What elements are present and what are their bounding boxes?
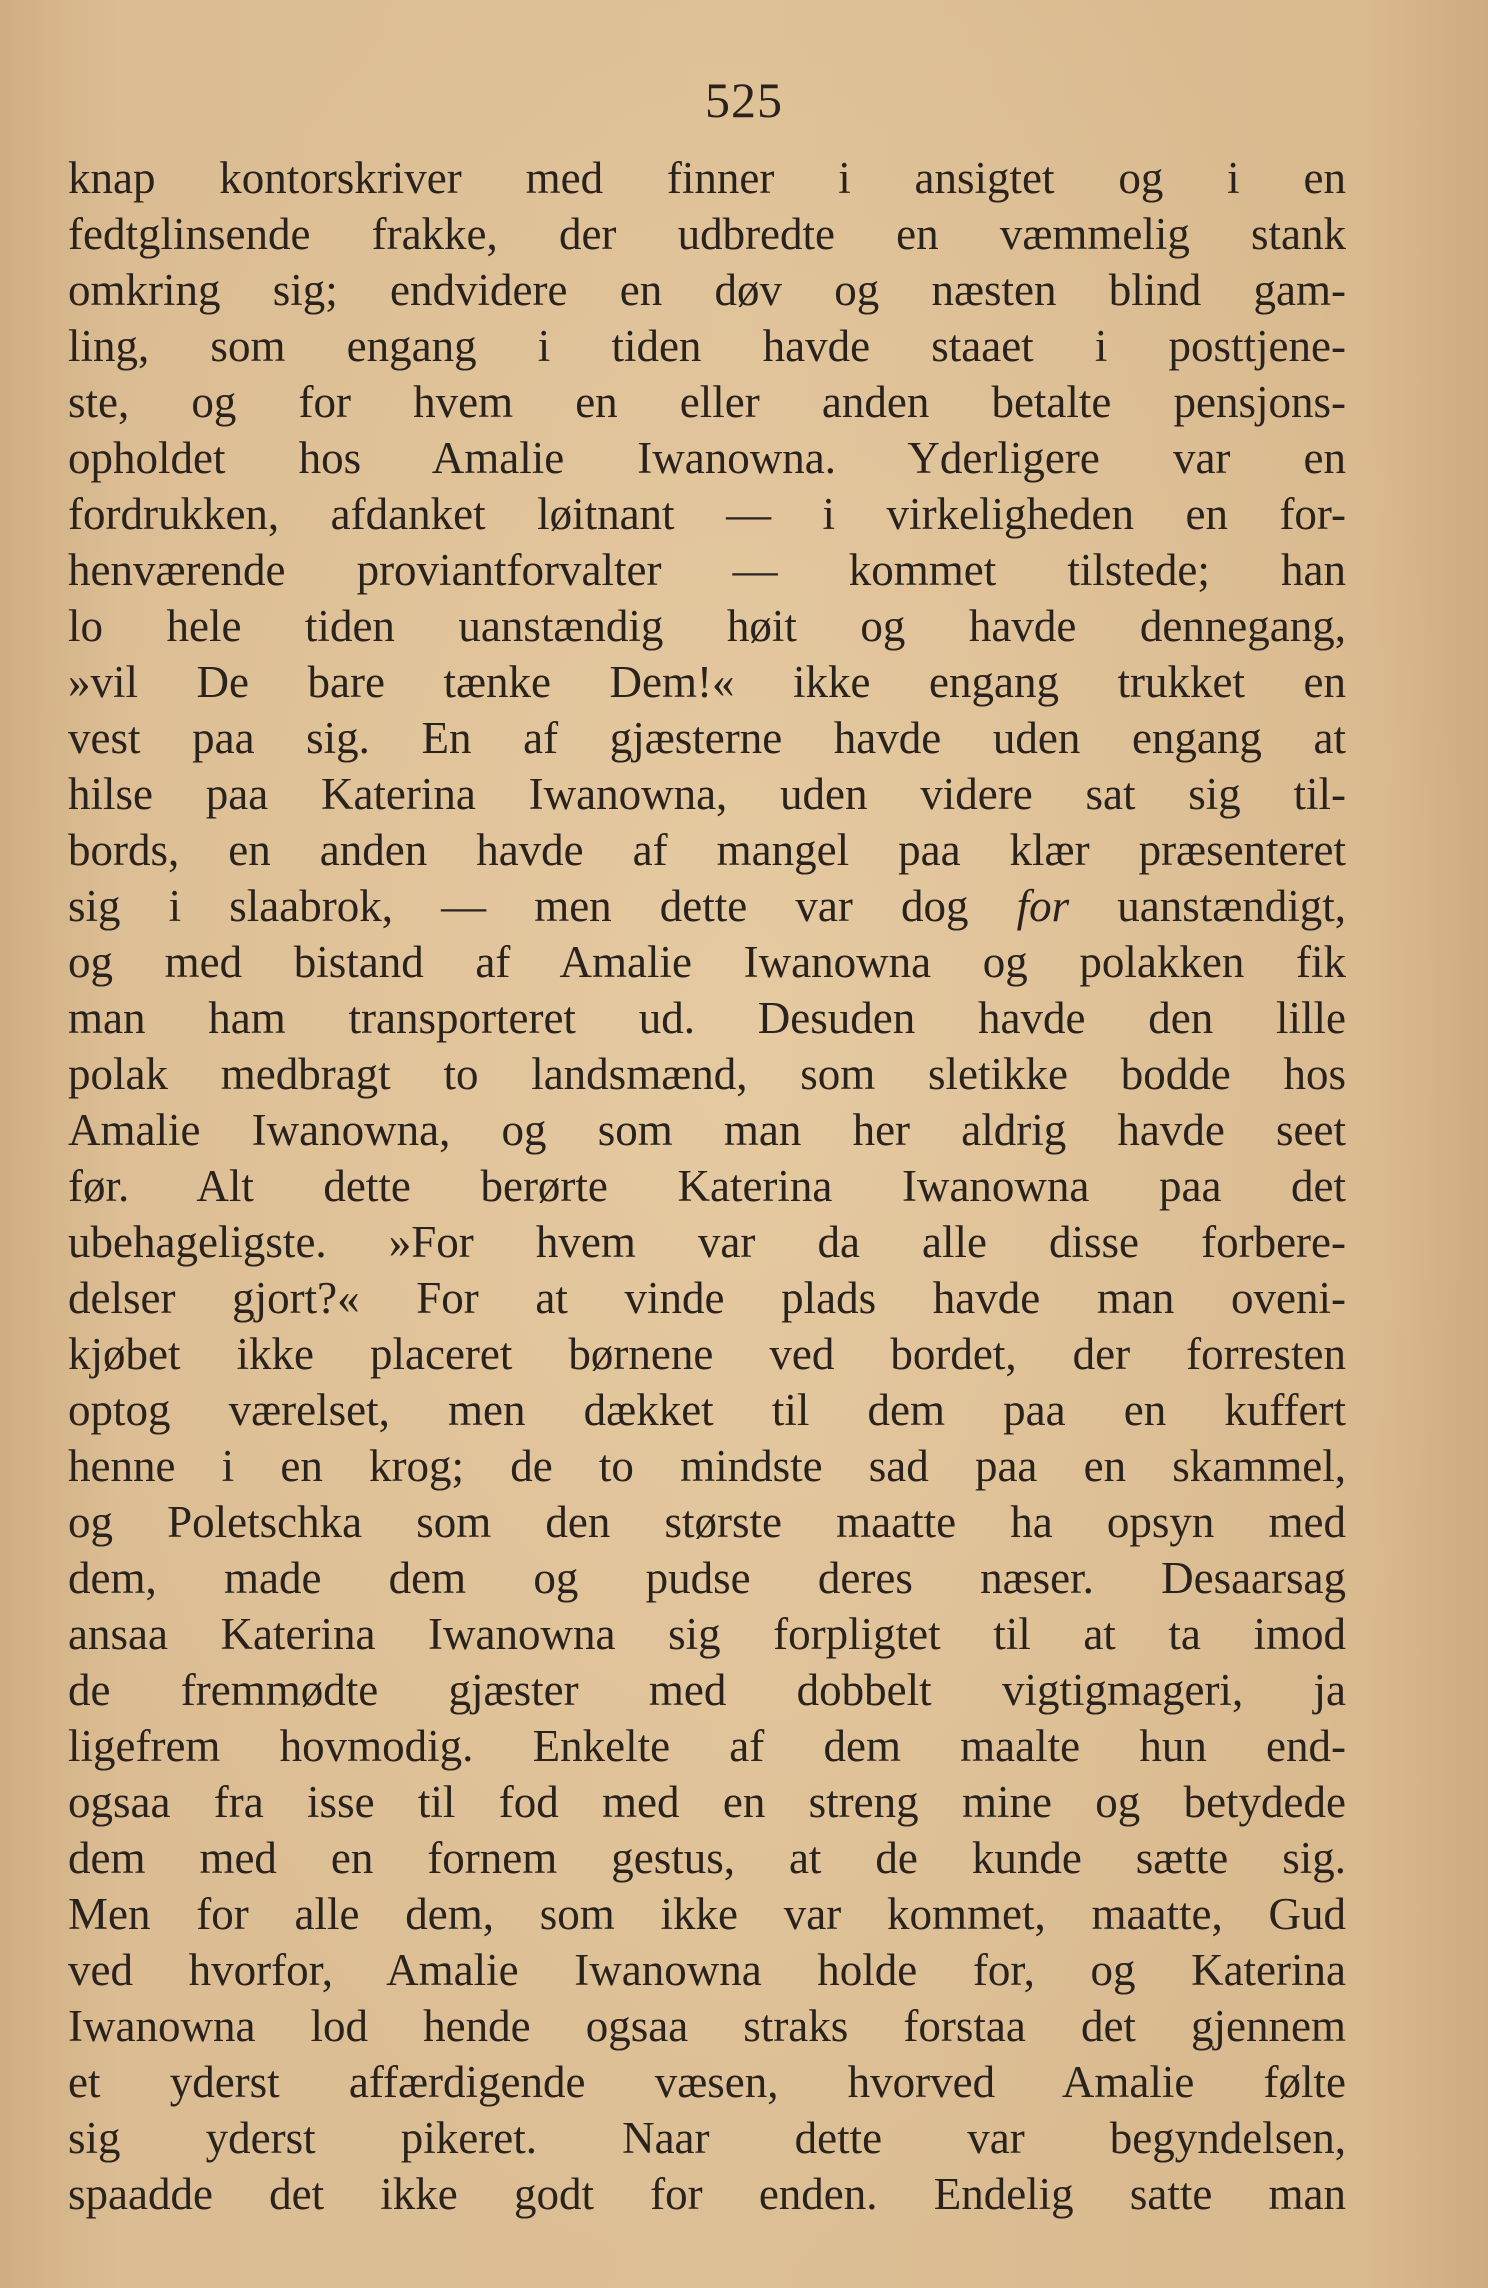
text-line: optog værelset, men dækket til dem paa en kuffert xyxy=(68,1385,1346,1435)
text-line: polak medbragt to landsmænd, som sletikke bodde hos xyxy=(68,1049,1346,1099)
text-line: og med bistand af Amalie Iwanowna og polakken fik xyxy=(68,937,1346,987)
text-line: fordrukken, afdanket løitnant — i virkeligheden en for- xyxy=(68,489,1346,539)
text-line: ansaa Katerina Iwanowna sig forpligtet til at ta imod xyxy=(68,1609,1346,1659)
body-text xyxy=(68,150,1346,2222)
text-line: delser gjort?« For at vinde plads havde man oveni- xyxy=(68,1273,1346,1323)
text-line: sig yderst pikeret. Naar dette var begyndelsen, xyxy=(68,2113,1346,2163)
text-line: ogsaa fra isse til fod med en streng mine og betydede xyxy=(68,1777,1346,1827)
text-line: dem, made dem og pudse deres næser. Desaarsag xyxy=(68,1553,1346,1603)
text-line: spaadde det ikke godt for enden. Endelig satte man xyxy=(68,2169,1346,2219)
text-line: henværende proviantforvalter — kommet tilstede; han xyxy=(68,545,1346,595)
text-line: henne i en krog; de to mindste sad paa en skammel, xyxy=(68,1441,1346,1491)
text-line: vest paa sig. En af gjæsterne havde uden engang at xyxy=(68,713,1346,763)
text-line: omkring sig; endvidere en døv og næsten blind gam- xyxy=(68,265,1346,315)
text-line: og Poletschka som den største maatte ha opsyn med xyxy=(68,1497,1346,1547)
italic-word: for xyxy=(1016,881,1070,931)
text-segment: uanstændigt, xyxy=(1069,881,1346,931)
text-line: bords, en anden havde af mangel paa klær præsenteret xyxy=(68,825,1346,875)
text-line: Amalie Iwanowna, og som man her aldrig havde seet xyxy=(68,1105,1346,1155)
text-line: lo hele tiden uanstændig høit og havde dennegang, xyxy=(68,601,1346,651)
text-line-with-italic xyxy=(68,878,1346,934)
text-line: man ham transporteret ud. Desuden havde den lille xyxy=(68,993,1346,1043)
text-line: Men for alle dem, som ikke var kommet, maatte, Gud xyxy=(68,1889,1346,1939)
text-line: dem med en fornem gestus, at de kunde sætte sig. xyxy=(68,1833,1346,1883)
text-line: før. Alt dette berørte Katerina Iwanowna paa det xyxy=(68,1161,1346,1211)
text-line: ling, som engang i tiden havde staaet i posttjene- xyxy=(68,321,1346,371)
text-line: knap kontorskriver med finner i ansigtet og i en xyxy=(68,153,1346,203)
text-line: »vil De bare tænke Dem!« ikke engang trukket en xyxy=(68,657,1346,707)
text-line: kjøbet ikke placeret børnene ved bordet, der forresten xyxy=(68,1329,1346,1379)
text-line: fedtglinsende frakke, der udbredte en væmmelig stank xyxy=(68,209,1346,259)
text-line: ste, og for hvem en eller anden betalte pensjons- xyxy=(68,377,1346,427)
text-line: ubehageligste. »For hvem var da alle disse forbere- xyxy=(68,1217,1346,1267)
page-number: 525 xyxy=(705,72,783,128)
text-line: Iwanowna lod hende ogsaa straks forstaa det gjennem xyxy=(68,2001,1346,2051)
text-line: et yderst affærdigende væsen, hvorved Amalie følte xyxy=(68,2057,1346,2107)
text-line: hilse paa Katerina Iwanowna, uden videre sat sig til- xyxy=(68,769,1346,819)
text-line: opholdet hos Amalie Iwanowna. Yderligere var en xyxy=(68,433,1346,483)
text-segment: sig i slaabrok, — men dette var dog xyxy=(68,881,1017,931)
text-line: de fremmødte gjæster med dobbelt vigtigmageri, ja xyxy=(68,1665,1346,1715)
text-line: ved hvorfor, Amalie Iwanowna holde for, og Katerina xyxy=(68,1945,1346,1995)
text-line: ligefrem hovmodig. Enkelte af dem maalte hun end- xyxy=(68,1721,1346,1771)
